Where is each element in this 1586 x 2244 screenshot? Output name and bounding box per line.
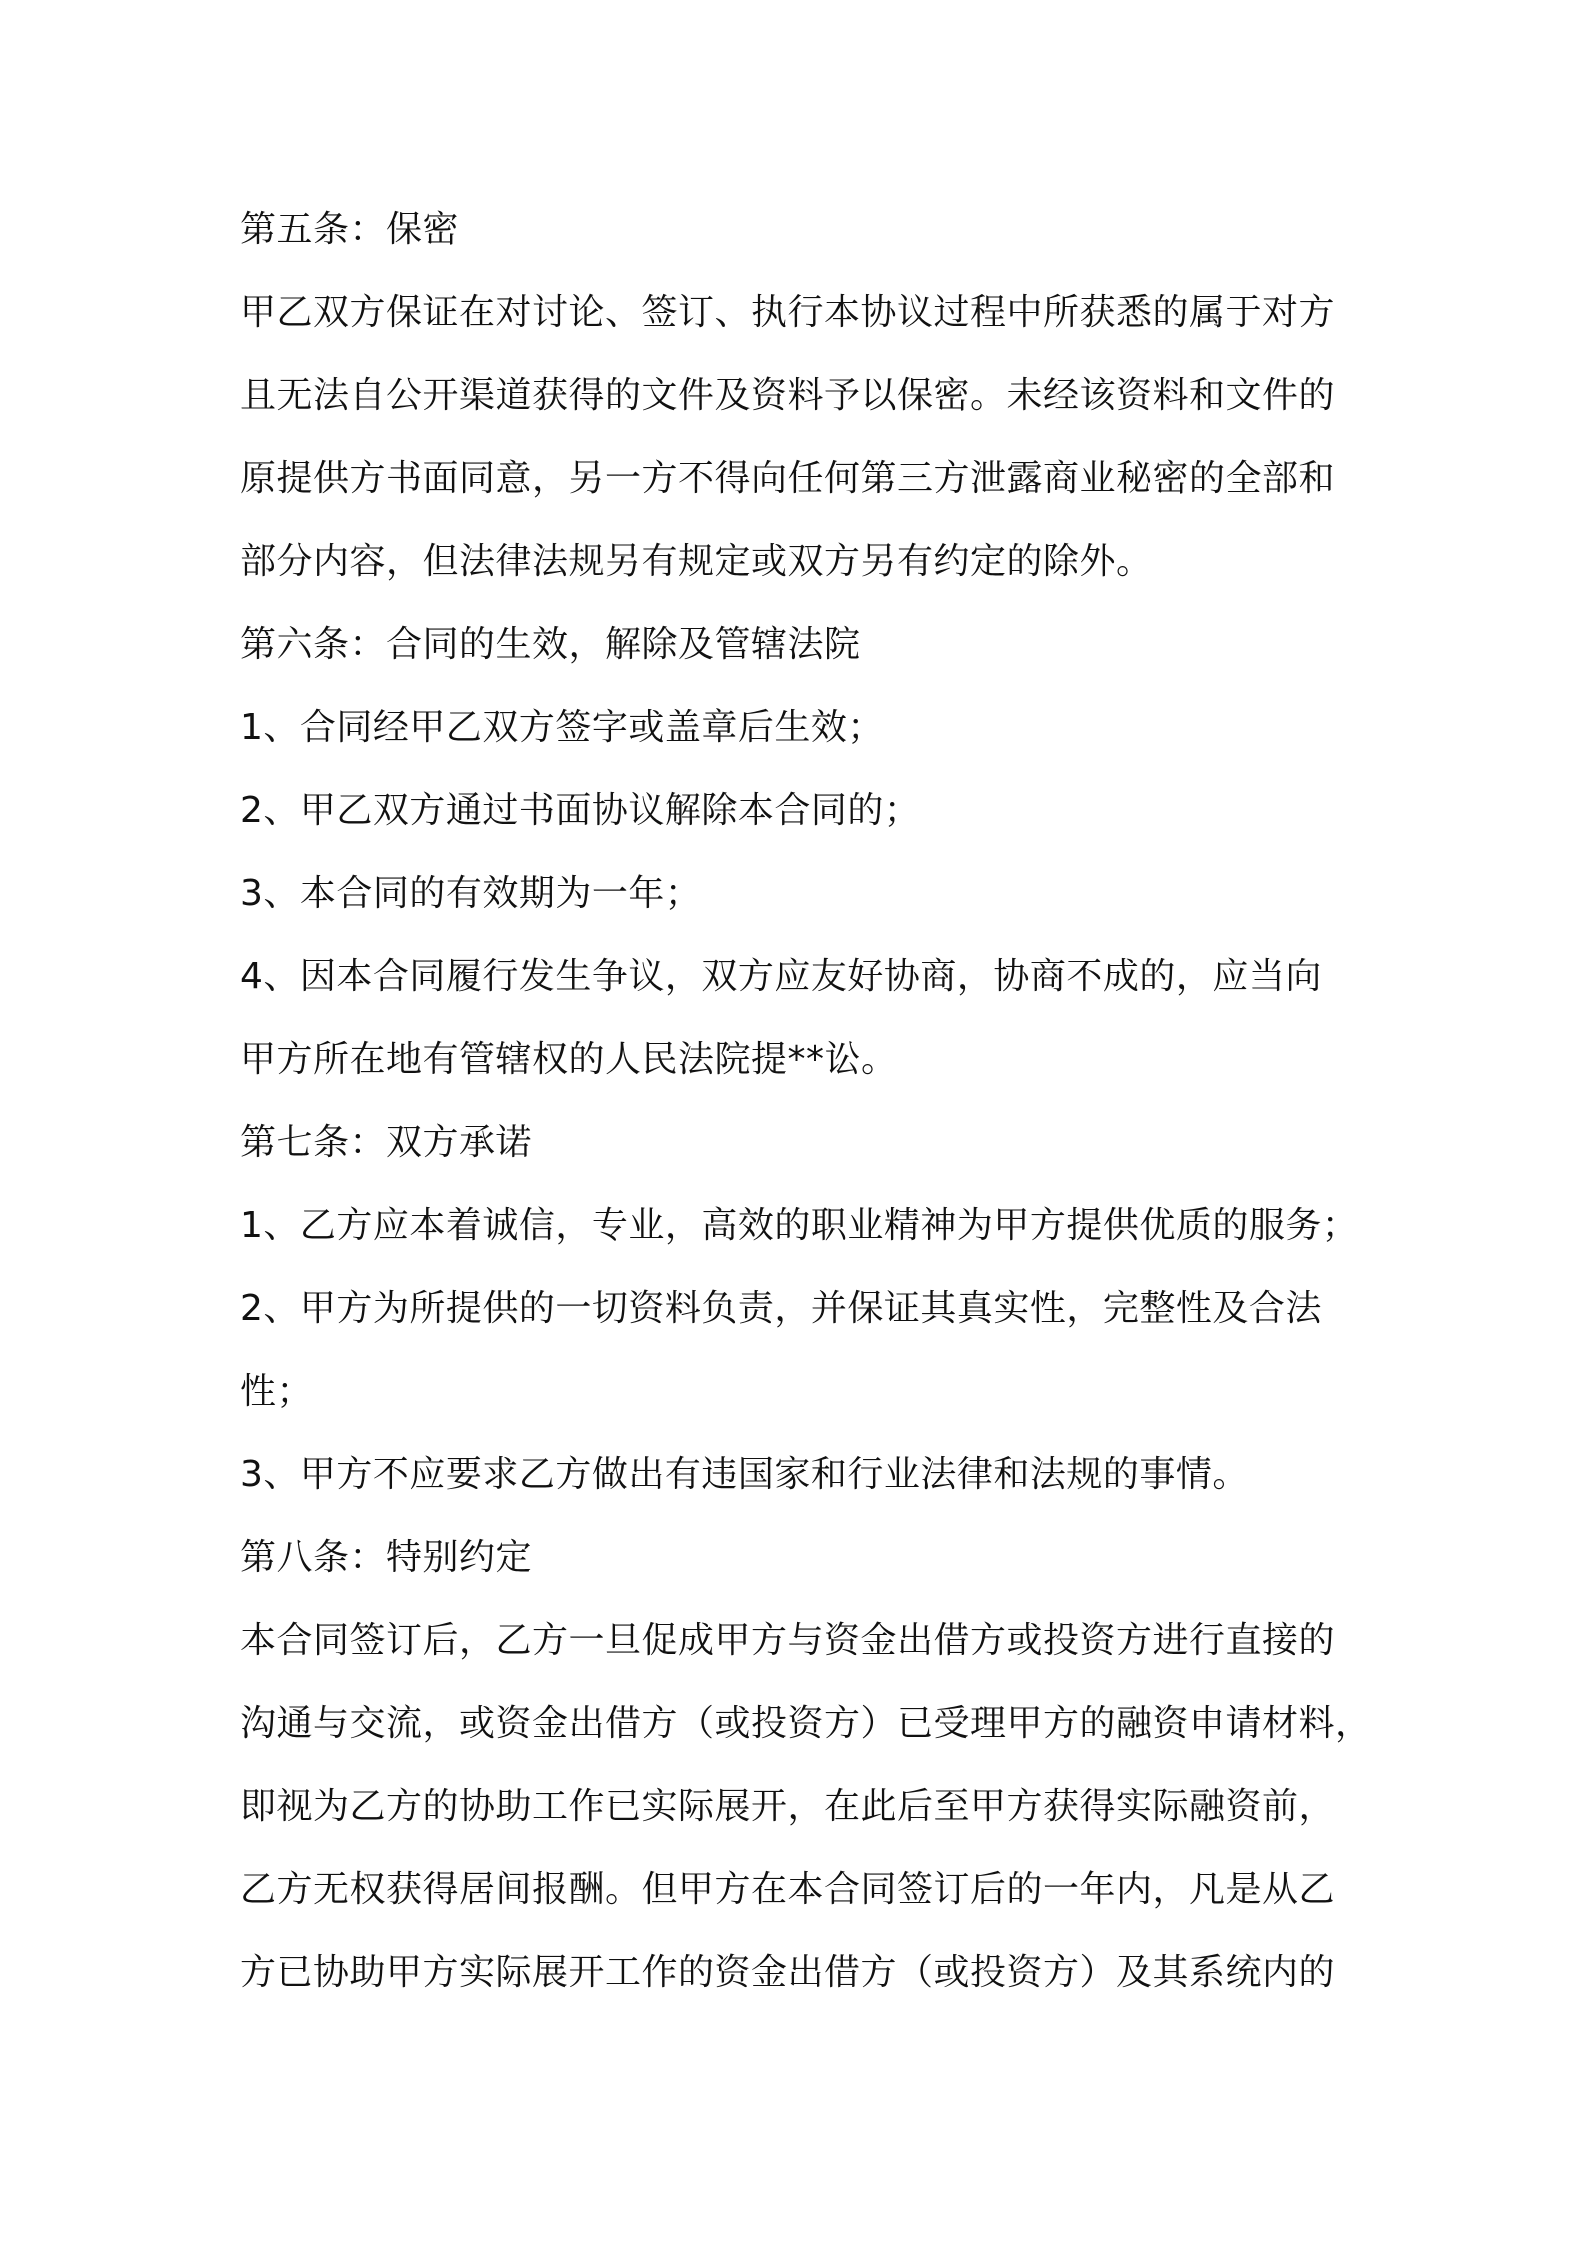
list-item: 1、合同经甲乙双方签字或盖章后生效； [240, 707, 884, 748]
paragraph-line: 即视为乙方的协助工作已实际展开，在此后至甲方获得实际融资前， [240, 1786, 1336, 1827]
paragraph-line: 甲乙双方保证在对讨论、签订、执行本协议过程中所获悉的属于对方 [240, 292, 1336, 333]
list-item: 2、甲乙双方通过书面协议解除本合同的； [240, 790, 921, 831]
list-item: 2、甲方为所提供的一切资料负责，并保证其真实性，完整性及合法 [240, 1288, 1322, 1329]
list-item: 1、乙方应本着诚信，专业，高效的职业精神为甲方提供优质的服务； [240, 1205, 1359, 1246]
list-item: 3、本合同的有效期为一年； [240, 873, 702, 914]
article-8-heading: 第八条：特别约定 [240, 1537, 533, 1578]
list-item-continuation: 甲方所在地有管辖权的人民法院提**讼。 [240, 1039, 898, 1080]
list-item: 3、甲方不应要求乙方做出有违国家和行业法律和法规的事情。 [240, 1454, 1249, 1495]
paragraph-line: 沟通与交流，或资金出借方（或投资方）已受理甲方的融资申请材料， [240, 1703, 1372, 1744]
article-6-heading: 第六条：合同的生效，解除及管辖法院 [240, 624, 861, 665]
paragraph-line: 乙方无权获得居间报酬。但甲方在本合同签订后的一年内，凡是从乙 [240, 1869, 1336, 1910]
paragraph-line: 部分内容，但法律法规另有规定或双方另有约定的除外。 [240, 541, 1153, 582]
paragraph-line: 原提供方书面同意，另一方不得向任何第三方泄露商业秘密的全部和 [240, 458, 1336, 499]
paragraph-line: 本合同签订后，乙方一旦促成甲方与资金出借方或投资方进行直接的 [240, 1620, 1336, 1661]
article-7-heading: 第七条：双方承诺 [240, 1122, 533, 1163]
paragraph-line: 且无法自公开渠道获得的文件及资料予以保密。未经该资料和文件的 [240, 375, 1336, 416]
list-item-continuation: 性； [240, 1371, 314, 1412]
article-5-heading: 第五条：保密 [240, 209, 460, 250]
paragraph-line: 方已协助甲方实际展开工作的资金出借方（或投资方）及其系统内的 [240, 1952, 1336, 1993]
list-item: 4、因本合同履行发生争议，双方应友好协商，协商不成的，应当向 [240, 956, 1322, 997]
